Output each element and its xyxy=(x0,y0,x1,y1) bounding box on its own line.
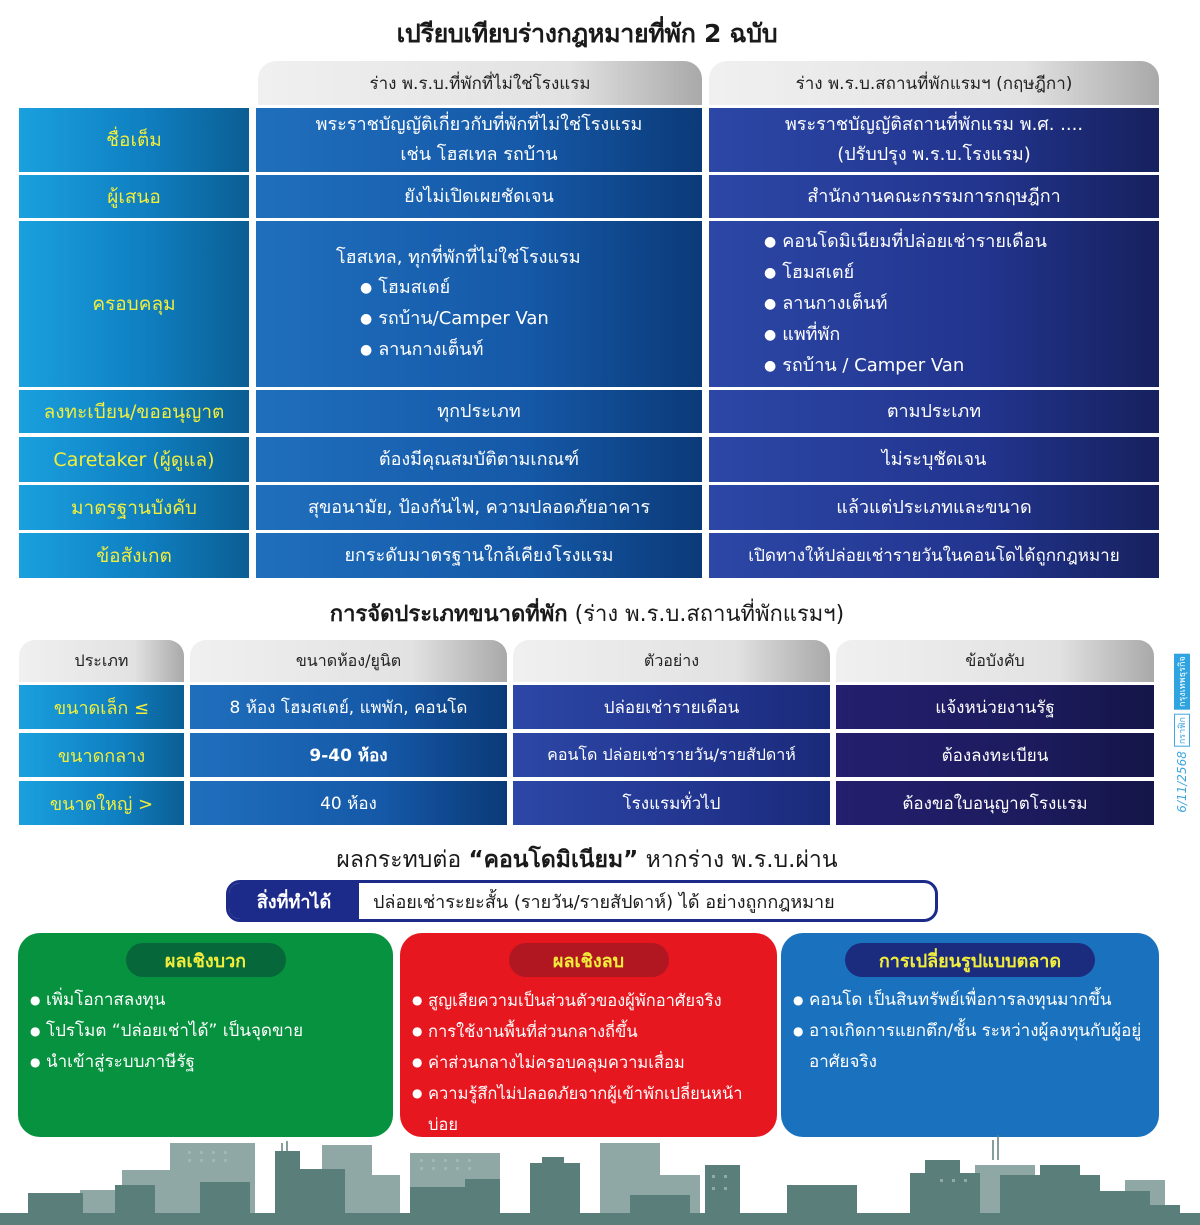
size-units: 40 ห้อง xyxy=(190,781,507,825)
cell-lodging: ไม่ระบุชัดเจน xyxy=(709,437,1159,482)
list-item: ● โปรโมต “ปล่อยเช่าได้” เป็นจุดขาย xyxy=(30,1016,381,1047)
table-row-notes xyxy=(19,533,1159,578)
cell-non-hotel: ยกระดับมาตรฐานใกล้เคียงโรงแรม xyxy=(256,533,702,578)
bullet-item: ● ลานกางเต็นท์ xyxy=(764,289,1159,320)
market-change-list xyxy=(793,985,1147,1078)
positive-effects-title: ผลเชิงบวก xyxy=(126,943,286,977)
city-skyline-illustration xyxy=(0,1135,1200,1225)
cell-non-hotel: สุขอนามัย, ป้องกันไฟ, ความปลอดภัยอาคาร xyxy=(256,485,702,530)
size-rule: ต้องลงทะเบียน xyxy=(836,733,1154,777)
row-label: ผู้เสนอ xyxy=(19,175,249,218)
list-item: ● เพิ่มโอกาสลงทุน xyxy=(30,985,381,1016)
row-label: Caretaker (ผู้ดูแล) xyxy=(19,437,249,482)
column-header-size: ขนาดห้อง/ยูนิต xyxy=(190,640,507,682)
table-row-full-name xyxy=(19,108,1159,172)
size-rule: ต้องขอใบอนุญาตโรงแรม xyxy=(836,781,1154,825)
cell-lodging: เปิดทางให้ปล่อยเช่ารายวันในคอนโดได้ถูกกฎหมาย xyxy=(709,533,1159,578)
list-item: ● การใช้งานพื้นที่ส่วนกลางถี่ขึ้น xyxy=(412,1016,765,1047)
size-units: 8 ห้อง โฮมสเตย์, แพพัก, คอนโด xyxy=(190,685,507,729)
row-label: ลงทะเบียน/ขออนุญาต xyxy=(19,390,249,433)
classification-title-rest: (ร่าง พ.ร.บ.สถานที่พักแรมฯ) xyxy=(567,602,845,627)
table-row-proposer xyxy=(19,175,1159,218)
cell-line: เช่น โฮสเทล รถบ้าน xyxy=(400,144,558,165)
list-item: ● คอนโด เป็นสินทรัพย์เพื่อการลงทุนมากขึ้น xyxy=(793,985,1147,1016)
table-row-standards xyxy=(19,485,1159,530)
size-type: ขนาดเล็ก ≤ xyxy=(19,685,184,729)
credit-brand: กรุงเทพธุรกิจ xyxy=(1174,653,1190,710)
list-item: ● ความรู้สึกไม่ปลอดภัยจากผู้เข้าพักเปลี่ยนหน้าบ่อย xyxy=(412,1078,765,1140)
cell-lodging xyxy=(709,108,1159,172)
size-rule: แจ้งหน่วยงานรัฐ xyxy=(836,685,1154,729)
classification-row-small xyxy=(0,685,1160,729)
cell-lodging: แล้วแต่ประเภทและขนาด xyxy=(709,485,1159,530)
row-label: ครอบคลุม xyxy=(19,221,249,387)
bullet-item: ● โฮมสเตย์ xyxy=(360,273,702,304)
column-header-lodging-bill: ร่าง พ.ร.บ.สถานที่พักแรมฯ (กฤษฎีกา) xyxy=(709,61,1159,105)
column-header-example: ตัวอย่าง xyxy=(513,640,830,682)
row-label: ชื่อเต็ม xyxy=(19,108,249,172)
column-header-rule: ข้อบังคับ xyxy=(836,640,1154,682)
main-title: เปรียบเทียบร่างกฎหมายที่พัก 2 ฉบับ xyxy=(396,19,778,48)
coverage-intro: โฮสเทล, ทุกที่พักที่ไม่ใช่โรงแรม xyxy=(336,246,581,268)
graphic-credit xyxy=(1170,640,1194,826)
impact-title-post: หากร่าง พ.ร.บ.ผ่าน xyxy=(638,847,838,873)
cell-non-hotel: ต้องมีคุณสมบัติตามเกณฑ์ xyxy=(256,437,702,482)
classification-title-bold: การจัดประเภทขนาดที่พัก xyxy=(329,602,568,627)
table-row-registration xyxy=(19,390,1159,433)
market-change-panel xyxy=(781,933,1159,1137)
classification-row-medium xyxy=(0,733,1160,777)
classification-row-large xyxy=(0,781,1160,825)
coverage-block xyxy=(256,243,702,366)
bullet-item: ● ลานกางเต็นท์ xyxy=(360,335,702,366)
column-header-type: ประเภท xyxy=(19,640,184,682)
table-row-coverage xyxy=(19,221,1159,387)
list-item: ● นำเข้าสู่ระบบภาษีรัฐ xyxy=(30,1047,381,1078)
row-label: มาตรฐานบังคับ xyxy=(19,485,249,530)
impact-title xyxy=(0,842,1174,878)
cell-line: พระราชบัญญัติสถานที่พักแรม พ.ศ. .... xyxy=(784,114,1084,135)
bullet-item: ● รถบ้าน / Camper Van xyxy=(764,351,1159,382)
negative-effects-list xyxy=(412,985,765,1140)
cell-lodging: ตามประเภท xyxy=(709,390,1159,433)
size-units: 9-40 ห้อง xyxy=(190,733,507,777)
bullet-item: ● โฮมสเตย์ xyxy=(764,258,1159,289)
credit-label: กราฟิก xyxy=(1174,714,1190,747)
cell-line: (ปรับปรุง พ.ร.บ.โรงแรม) xyxy=(837,144,1031,165)
positive-effects-panel xyxy=(18,933,393,1137)
list-item: ● สูญเสียความเป็นส่วนตัวของผู้พักอาศัยจริง xyxy=(412,985,765,1016)
cell-line: พระราชบัญญัติเกี่ยวกับที่พักที่ไม่ใช่โรงแรม xyxy=(315,114,643,135)
column-header-non-hotel-bill: ร่าง พ.ร.บ.ที่พักที่ไม่ใช่โรงแรม xyxy=(258,61,702,105)
impact-title-pre: ผลกระทบต่อ xyxy=(336,847,469,873)
list-item: ● อาจเกิดการแยกตึก/ชั้น ระหว่างผู้ลงทุนกับผู้อยู่อาศัยจริง xyxy=(793,1016,1147,1078)
cell-non-hotel: ทุกประเภท xyxy=(256,390,702,433)
size-type: ขนาดกลาง xyxy=(19,733,184,777)
coverage-bullets xyxy=(336,273,702,366)
row-label: ข้อสังเกต xyxy=(19,533,249,578)
bullet-item: ● แพที่พัก xyxy=(764,320,1159,351)
market-change-title: การเปลี่ยนรูปแบบตลาด xyxy=(845,943,1095,977)
size-example: คอนโด ปล่อยเช่ารายวัน/รายสัปดาห์ xyxy=(513,733,830,777)
positive-effects-list xyxy=(30,985,381,1078)
bullet-item: ● รถบ้าน/Camper Van xyxy=(360,304,702,335)
size-type: ขนาดใหญ่ > xyxy=(19,781,184,825)
cell-non-hotel xyxy=(256,108,702,172)
negative-effects-panel xyxy=(400,933,777,1137)
table-row-caretaker xyxy=(19,437,1159,482)
cell-lodging xyxy=(709,221,1159,387)
classification-title xyxy=(0,596,1174,631)
coverage-bullets xyxy=(709,227,1159,382)
bullet-item: ● คอนโดมิเนียมที่ปล่อยเช่ารายเดือน xyxy=(764,227,1159,258)
can-do-label: สิ่งที่ทำได้ xyxy=(229,883,359,919)
cell-non-hotel xyxy=(256,221,702,387)
size-example: ปล่อยเช่ารายเดือน xyxy=(513,685,830,729)
cell-non-hotel: ยังไม่เปิดเผยชัดเจน xyxy=(256,175,702,218)
impact-title-bold: “คอนโดมิเนียม” xyxy=(468,847,639,873)
cell-lodging: สำนักงานคณะกรรมการกฤษฎีกา xyxy=(709,175,1159,218)
size-example: โรงแรมทั่วไป xyxy=(513,781,830,825)
list-item: ● ค่าส่วนกลางไม่ครอบคลุมความเสื่อม xyxy=(412,1047,765,1078)
can-do-banner xyxy=(226,880,938,922)
credit-date: 6/11/2568 xyxy=(1175,751,1189,813)
negative-effects-title: ผลเชิงลบ xyxy=(509,943,669,977)
can-do-text: ปล่อยเช่าระยะสั้น (รายวัน/รายสัปดาห์) ได้ อย่างถูกกฎหมาย xyxy=(373,891,835,913)
